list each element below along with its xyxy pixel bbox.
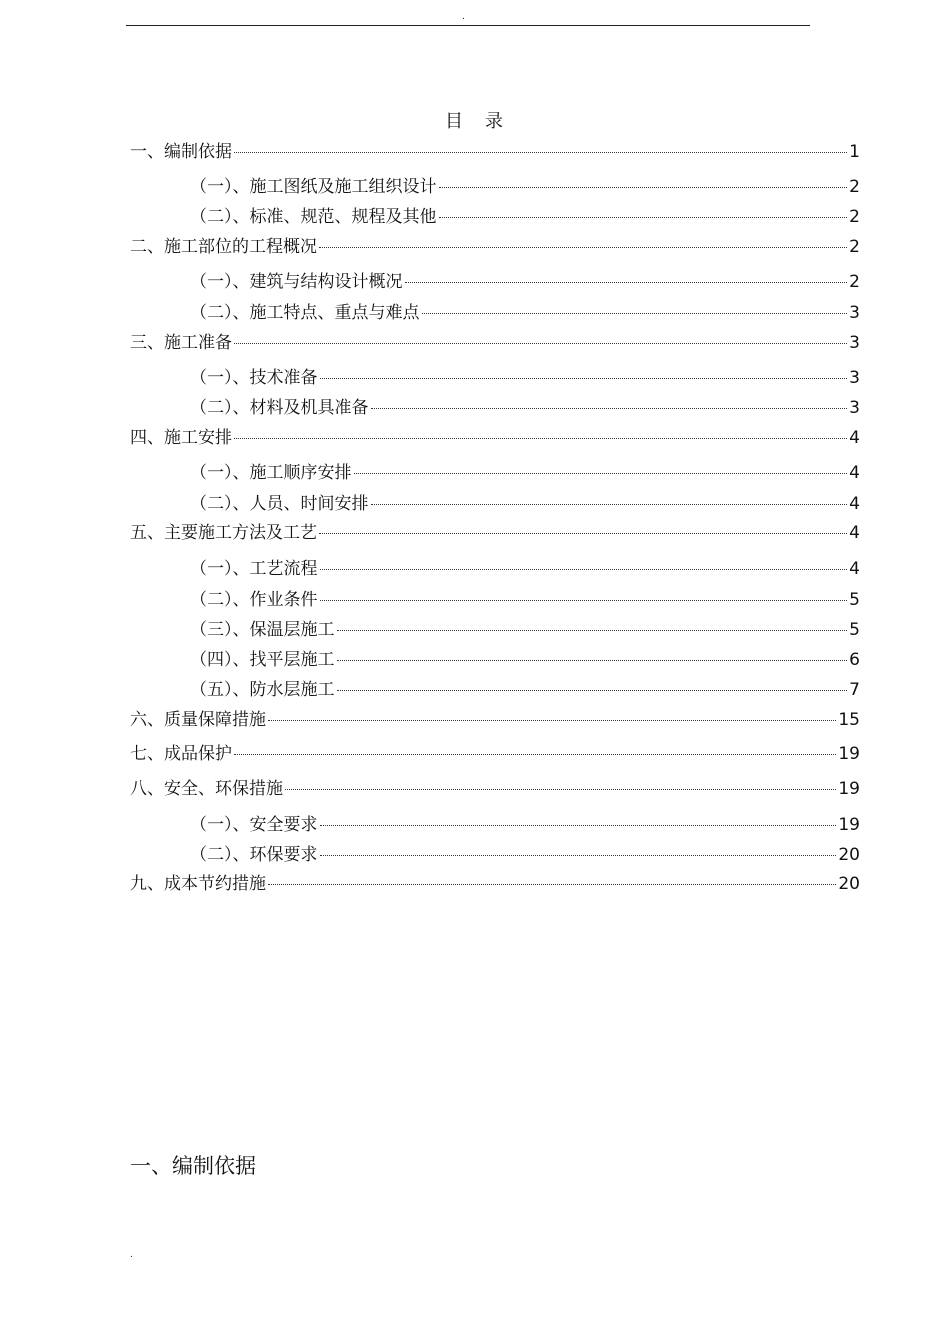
toc-entry-page: 20 bbox=[838, 874, 860, 894]
toc-entry-label: （五）、防水层施工 bbox=[190, 680, 335, 700]
toc-entry-page: 4 bbox=[849, 494, 860, 514]
toc-entry-page: 3 bbox=[849, 368, 860, 388]
toc-entry-page: 2 bbox=[849, 272, 860, 292]
toc-dot-leader bbox=[337, 660, 848, 661]
toc-entry-page: 1 bbox=[849, 142, 860, 162]
toc-dot-leader bbox=[319, 533, 847, 534]
toc-entry-page: 19 bbox=[838, 744, 860, 764]
toc-dot-leader bbox=[337, 690, 848, 691]
toc-entry-page: 2 bbox=[849, 237, 860, 257]
toc-entry-label: （二）、材料及机具准备 bbox=[190, 398, 369, 418]
toc-dot-leader bbox=[320, 378, 848, 379]
toc-entry-label: 八、安全、环保措施 bbox=[130, 779, 283, 799]
toc-title: 目 录 bbox=[445, 111, 505, 132]
toc-entry-label: 四、施工安排 bbox=[130, 428, 232, 448]
toc-entry-page: 2 bbox=[849, 207, 860, 227]
toc-entry-label: （一）、工艺流程 bbox=[190, 559, 318, 579]
toc-dot-leader bbox=[234, 754, 836, 755]
toc-entry[interactable] bbox=[190, 588, 860, 612]
toc-entry[interactable] bbox=[190, 618, 860, 642]
toc-entry[interactable] bbox=[130, 777, 860, 801]
toc-entry-label: （二）、环保要求 bbox=[190, 845, 318, 865]
toc-entry[interactable] bbox=[190, 461, 860, 485]
toc-entry-label: （四）、找平层施工 bbox=[190, 650, 335, 670]
toc-dot-leader bbox=[439, 187, 848, 188]
toc-entry[interactable] bbox=[190, 843, 860, 867]
toc-dot-leader bbox=[439, 217, 848, 218]
toc-entry-page: 2 bbox=[849, 177, 860, 197]
toc-entry[interactable] bbox=[130, 235, 860, 259]
toc-dot-leader bbox=[234, 152, 847, 153]
toc-entry[interactable] bbox=[130, 872, 860, 896]
toc-entry-label: （三）、保温层施工 bbox=[190, 620, 335, 640]
header-mark: . bbox=[462, 12, 465, 22]
footer-mark: . bbox=[130, 1250, 133, 1260]
toc-dot-leader bbox=[234, 343, 847, 344]
toc-entry-page: 3 bbox=[849, 333, 860, 353]
toc-dot-leader bbox=[337, 630, 848, 631]
toc-entry[interactable] bbox=[190, 205, 860, 229]
toc-entry-page: 3 bbox=[849, 303, 860, 323]
toc-entry-label: 一、编制依据 bbox=[130, 142, 232, 162]
toc-entry-label: （二）、标准、规范、规程及其他 bbox=[190, 207, 437, 227]
toc-entry-page: 4 bbox=[849, 428, 860, 448]
toc-dot-leader bbox=[320, 569, 848, 570]
toc-entry-page: 20 bbox=[838, 845, 860, 865]
toc-entry[interactable] bbox=[130, 426, 860, 450]
toc-dot-leader bbox=[320, 600, 848, 601]
toc-entry-page: 15 bbox=[838, 710, 860, 730]
toc-entry-label: 六、质量保障措施 bbox=[130, 710, 266, 730]
toc-entry[interactable] bbox=[190, 396, 860, 420]
toc-dot-leader bbox=[354, 473, 848, 474]
toc-entry[interactable] bbox=[130, 742, 860, 766]
toc-entry-page: 5 bbox=[849, 620, 860, 640]
toc-entry-page: 4 bbox=[849, 523, 860, 543]
toc-entry-label: （二）、人员、时间安排 bbox=[190, 494, 369, 514]
toc-dot-leader bbox=[268, 884, 836, 885]
toc-entry-page: 4 bbox=[849, 559, 860, 579]
toc-entry-label: （一）、施工顺序安排 bbox=[190, 463, 352, 483]
toc-entry-page: 6 bbox=[849, 650, 860, 670]
toc-dot-leader bbox=[319, 247, 847, 248]
toc-entry[interactable] bbox=[190, 270, 860, 294]
toc-entry-page: 4 bbox=[849, 463, 860, 483]
toc-entry-label: （一）、施工图纸及施工组织设计 bbox=[190, 177, 437, 197]
toc-entry-page: 5 bbox=[849, 590, 860, 610]
toc-entry-page: 19 bbox=[838, 779, 860, 799]
toc-entry[interactable] bbox=[190, 813, 860, 837]
toc-entry-label: （一）、建筑与结构设计概况 bbox=[190, 272, 403, 292]
toc-entry[interactable] bbox=[190, 678, 860, 702]
toc-entry[interactable] bbox=[190, 366, 860, 390]
toc-dot-leader bbox=[234, 438, 847, 439]
toc-entry-label: （二）、作业条件 bbox=[190, 590, 318, 610]
toc-entry[interactable] bbox=[130, 708, 860, 732]
toc-entry-label: 九、成本节约措施 bbox=[130, 874, 266, 894]
toc-entry-label: 三、施工准备 bbox=[130, 333, 232, 353]
toc-entry-page: 19 bbox=[838, 815, 860, 835]
toc-dot-leader bbox=[371, 504, 848, 505]
toc-dot-leader bbox=[320, 855, 837, 856]
toc-dot-leader bbox=[285, 789, 836, 790]
toc-dot-leader bbox=[422, 313, 848, 314]
toc-entry[interactable] bbox=[190, 492, 860, 516]
toc-entry[interactable] bbox=[190, 648, 860, 672]
toc-entry-label: （一）、安全要求 bbox=[190, 815, 318, 835]
toc-entry-label: （一）、技术准备 bbox=[190, 368, 318, 388]
toc-dot-leader bbox=[405, 282, 848, 283]
toc-entry-label: 五、主要施工方法及工艺 bbox=[130, 523, 317, 543]
toc-entry-page: 3 bbox=[849, 398, 860, 418]
toc-entry[interactable] bbox=[130, 140, 860, 164]
toc-entry-label: 二、施工部位的工程概况 bbox=[130, 237, 317, 257]
toc-entry[interactable] bbox=[190, 557, 860, 581]
section-heading: 一、编制依据 bbox=[130, 1154, 256, 1178]
toc-dot-leader bbox=[320, 825, 837, 826]
toc-entry-label: （二）、施工特点、重点与难点 bbox=[190, 303, 420, 323]
toc-entry[interactable] bbox=[190, 175, 860, 199]
toc-entry-label: 七、成品保护 bbox=[130, 744, 232, 764]
toc-entry[interactable] bbox=[130, 331, 860, 355]
toc-dot-leader bbox=[268, 720, 836, 721]
toc-entry[interactable] bbox=[130, 521, 860, 545]
toc-entry-page: 7 bbox=[849, 680, 860, 700]
toc-entry[interactable] bbox=[190, 301, 860, 325]
toc-dot-leader bbox=[371, 408, 848, 409]
